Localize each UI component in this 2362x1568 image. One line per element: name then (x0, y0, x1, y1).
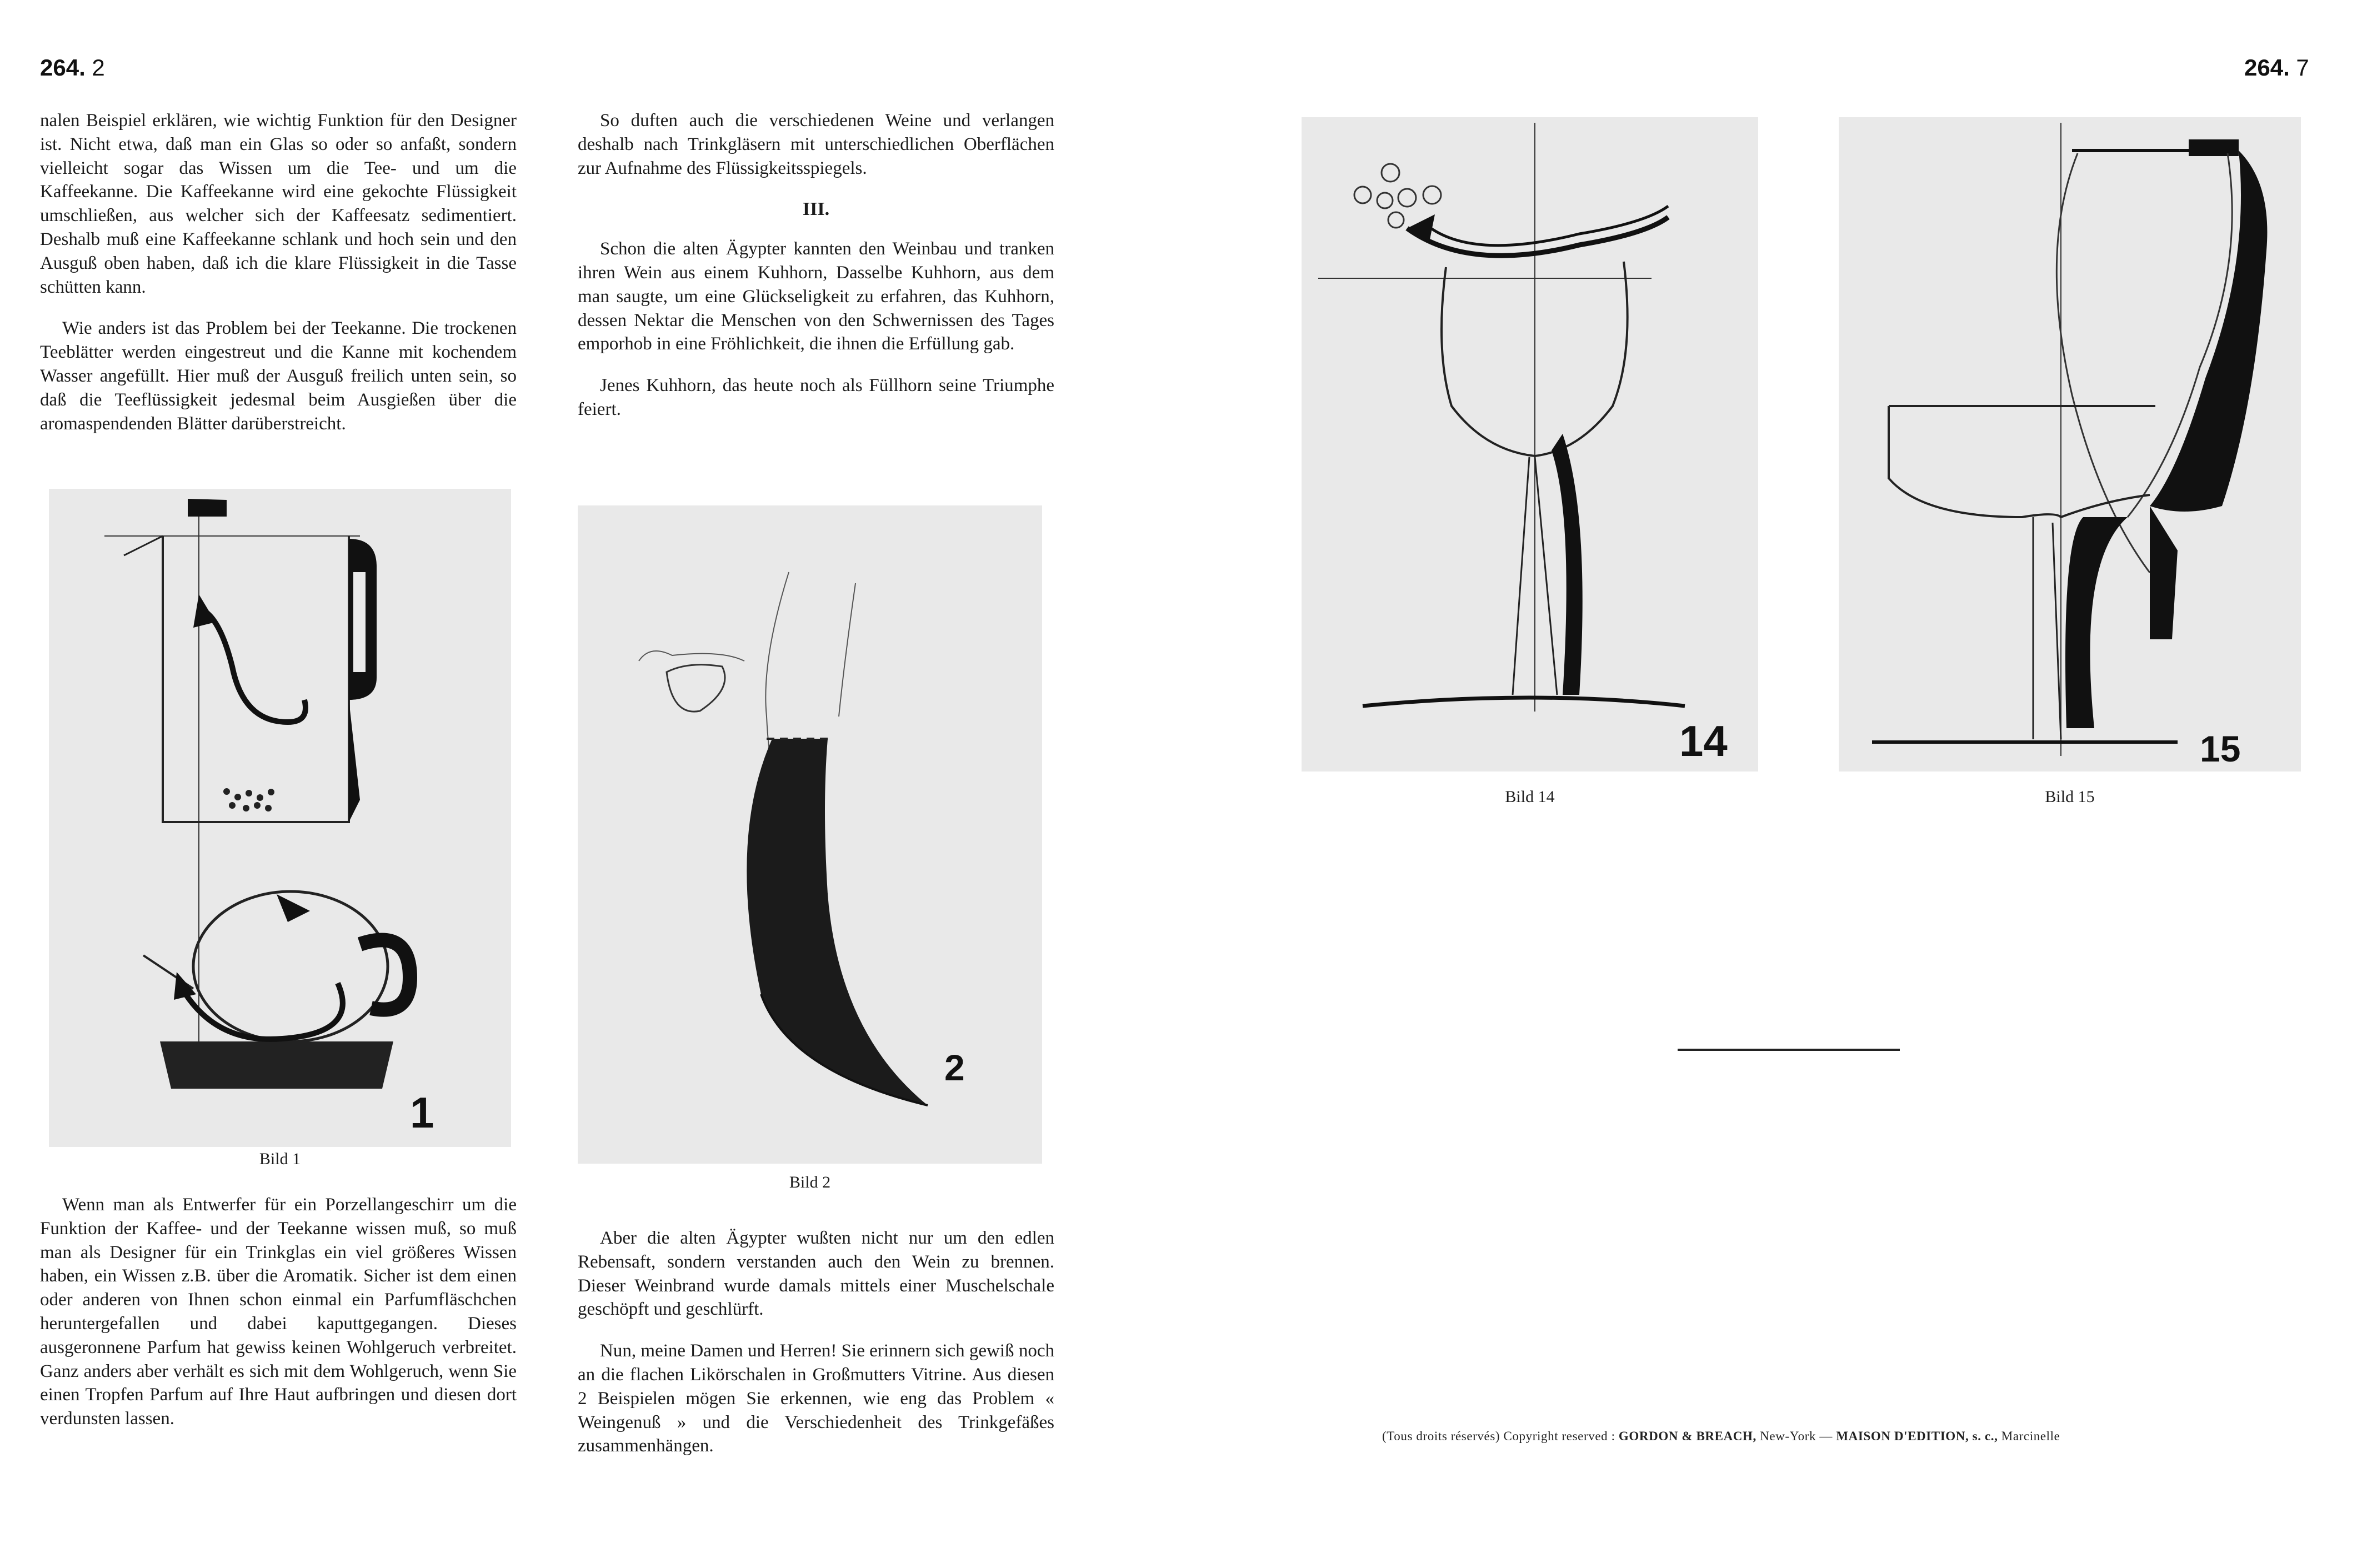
figure-1-caption: Bild 1 (259, 1150, 301, 1168)
figure-14-caption: Bild 14 (1505, 788, 1555, 806)
paragraph: Schon die alten Ägypter kannten den Weinbau und tranken ihren Wein aus einem Kuhhorn, Dasselbe Kuhhorn, aus dem man saugte, um eine Glückseligkeit zu erfahren, das Kuhhorn, dessen Nektar die Menschen von den Schwernissen des Tages emporhob in eine Fröhlichkeit, die ihnen die Erfüllung gab. (578, 239, 1054, 354)
section-heading: III. (802, 199, 830, 220)
figure-15-glasses-sketch (1839, 117, 2301, 772)
page-number-right: 264. 7 (2244, 54, 2309, 81)
copyright-publisher-2: MAISON D'EDITION, s. c., (1836, 1429, 1998, 1443)
paragraph: So duften auch die verschiedenen Weine und verlangen deshalb nach Trinkgläsern mit unterschiedlichen Oberflächen zur Aufnahme des Flüssigkeitsspiegels. (578, 111, 1054, 178)
figure-2-drawing (578, 505, 1042, 1164)
figure-1-coffee-tea-pot-sketch (49, 489, 511, 1147)
copyright-publisher-1: GORDON & BREACH, (1618, 1429, 1757, 1443)
end-rule (1678, 1049, 1900, 1051)
figure-1-drawing (49, 489, 511, 1147)
text-column-2-bottom (578, 1226, 1054, 1476)
paragraph: Wie anders ist das Problem bei der Teekanne. Die trockenen Teeblätter werden eingestreut und die Kanne mit kochendem Wasser angefüllt. Hier muß der Ausguß freilich unten sein, so daß die Teeflüssigkeit jedesmal beim Ausgießen über die aromaspendenden Blätter darüberstreicht. (40, 318, 517, 434)
figure-1-number: 1 (410, 1088, 434, 1137)
paragraph: Jenes Kuhhorn, das heute noch als Füllhorn seine Triumphe feiert. (578, 375, 1054, 419)
figure-15-caption: Bild 15 (2045, 788, 2095, 806)
text-column-1-bottom (40, 1193, 517, 1449)
text-column-1-top (40, 109, 517, 453)
figure-2-horn-sketch (578, 505, 1042, 1164)
paragraph: Nun, meine Damen und Herren! Sie erinnern sich gewiß noch an die flachen Likörschalen in Großmutters Vitrine. Aus diesen 2 Beispielen mögen Sie erkennen, wie eng das Problem « Weingenuß » und die Verschiedenheit des Trinkgefäßes zusammenhängen. (578, 1341, 1054, 1456)
copyright-city-1: New-York — (1760, 1429, 1833, 1443)
copyright-city-2: Marcinelle (2001, 1429, 2060, 1443)
copyright-prefix: (Tous droits réservés) Copyright reserved : (1382, 1429, 1615, 1443)
page-number-left: 264. 2 (40, 54, 105, 81)
figure-15-number: 15 (2200, 728, 2241, 769)
figure-14-number: 14 (1679, 717, 1728, 765)
figure-15-drawing (1839, 117, 2301, 772)
figure-2-caption: Bild 2 (789, 1173, 831, 1191)
paragraph: Aber die alten Ägypter wußten nicht nur um den edlen Rebensaft, sondern verstanden auch den Wein zu brennen. Dieser Weinbrand wurde damals mittels einer Muschelschale geschöpft und geschlürft. (578, 1228, 1054, 1320)
paragraph: Wenn man als Entwerfer für ein Porzellangeschirr um die Funktion der Kaffee- und der Teekanne wissen muß, so muß man als Designer für ein Trinkglas ein viel größeres Wissen haben, ein Wissen z.B. über die Aromatik. Sicher ist dem einen oder anderen von Ihnen schon einmal ein Parfumfläschchen heruntergefallen und dabei kaputtgegangen. Dieses ausgeronnene Parfum hat gewiss keinen Wohlgeruch verbreitet. Ganz anders aber verhält es sich mit dem Wohlgeruch, wenn Sie einen Tropfen Parfum auf Ihre Haut aufbringen und diesen dort verdunsten lassen. (40, 1195, 517, 1429)
figure-14-drawing (1302, 117, 1758, 772)
text-column-2-top (578, 109, 1054, 439)
copyright-line (1382, 1429, 2249, 1444)
figure-2-number: 2 (944, 1047, 965, 1088)
paragraph: nalen Beispiel erklären, wie wichtig Funktion für den Designer ist. Nicht etwa, daß man ein Glas so oder so anfaßt, sondern vielleicht sogar das Wissen um die Tee- und um die Kaffeekanne. Die Kaffeekanne wird eine gekochte Flüssigkeit umschließen, aus welcher sich der Kaffeesatz sedimentiert. Deshalb muß eine Kaffeekanne schlank und hoch sein und den Ausguß oben haben, daß ich die klare Flüssigkeit in die Tasse schütten kann. (40, 111, 517, 297)
figure-14-wine-glass-sketch (1302, 117, 1758, 772)
